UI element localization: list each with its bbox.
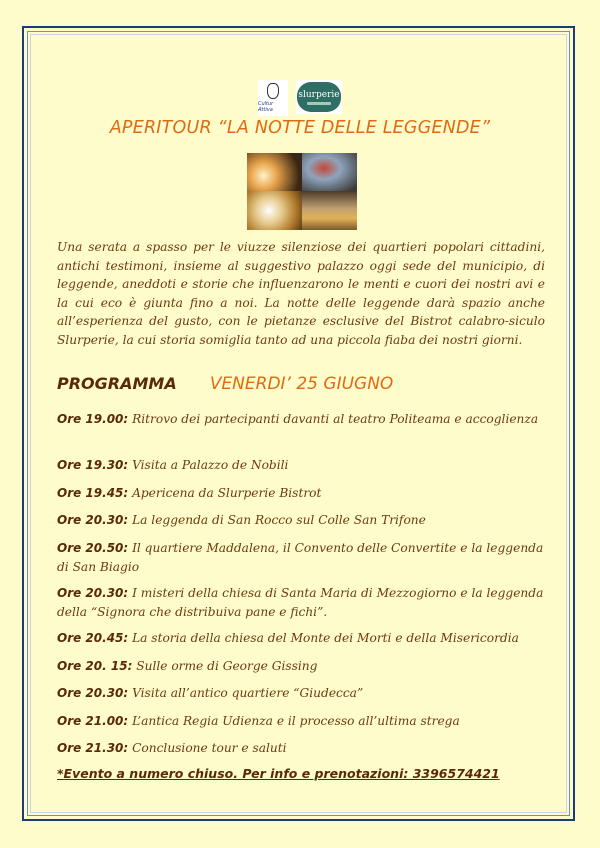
schedule-item	[57, 410, 547, 429]
schedule-text: L’antica Regia Udienza e il processo all’ultima strega	[128, 714, 460, 728]
schedule-time: Ore 20.30:	[57, 686, 129, 700]
slurperie-badge	[297, 82, 341, 112]
schedule-text: La leggenda di San Rocco sul Colle San Trifone	[128, 513, 426, 527]
programma-heading	[57, 374, 393, 394]
schedule-item	[57, 739, 547, 758]
event-date: VENERDI’ 25 GIUGNO	[209, 374, 394, 394]
schedule-time: Ore 21.00:	[57, 714, 129, 728]
logo-row	[0, 80, 600, 116]
schedule-time: Ore 19.30:	[57, 458, 129, 472]
event-photo-collage	[247, 153, 357, 230]
photo-tile	[247, 191, 302, 230]
schedule-item	[57, 539, 547, 576]
photo-tile	[302, 191, 357, 230]
schedule-time: Ore 21.30:	[57, 741, 129, 755]
schedule-item	[57, 629, 547, 648]
schedule-text: Visita all’antico quartiere “Giudecca”	[128, 686, 364, 700]
event-title: APERITOUR “LA NOTTE DELLE LEGGENDE”	[109, 118, 491, 138]
booking-info: *Evento a numero chiuso. Per info e prenotazioni: 3396574421	[57, 766, 500, 781]
slurperie-logo-text: slurperie	[298, 89, 340, 100]
slurperie-ribbon	[307, 102, 331, 105]
schedule-text: La storia della chiesa del Monte dei Morti e della Misericordia	[128, 631, 519, 645]
schedule-text: Il quartiere Maddalena, il Convento delle Convertite e la leggenda di San Biagio	[57, 541, 544, 574]
cultur-attiva-logo-text: Cultur Attiva	[258, 101, 274, 113]
schedule-text: Sulle orme di George Gissing	[132, 659, 318, 673]
schedule-text: Ritrovo dei partecipanti davanti al teatro Politeama e accoglienza	[128, 412, 539, 426]
slurperie-logo	[296, 80, 342, 114]
schedule-time: Ore 20.50:	[57, 541, 129, 555]
schedule-text: Conclusione tour e saluti	[128, 741, 287, 755]
schedule-item	[57, 511, 547, 530]
schedule-text: Visita a Palazzo de Nobili	[128, 458, 289, 472]
programma-label: PROGRAMMA	[57, 374, 177, 393]
schedule-item	[57, 712, 547, 731]
schedule-time: Ore 20.30:	[57, 513, 129, 527]
schedule-text: I misteri della chiesa di Santa Maria di Mezzogiorno e la leggenda della “Signora che distribuiva pane e fichi”.	[57, 586, 544, 619]
schedule-text: Apericena da Slurperie Bistrot	[128, 486, 322, 500]
cultur-attiva-logo	[258, 80, 288, 116]
schedule-item	[57, 484, 547, 503]
schedule-item	[57, 657, 547, 676]
schedule-item	[57, 684, 547, 703]
photo-tile	[302, 153, 357, 191]
schedule-time: Ore 20.30:	[57, 586, 129, 600]
schedule-item	[57, 456, 547, 475]
schedule-time: Ore 20. 15:	[57, 659, 133, 673]
schedule-time: Ore 19.45:	[57, 486, 129, 500]
schedule-item	[57, 584, 547, 621]
schedule-time: Ore 20.45:	[57, 631, 129, 645]
photo-tile	[247, 153, 302, 191]
portrait-icon	[267, 83, 279, 99]
intro-paragraph: Una serata a spasso per le viuzze silenziose dei quartieri popolari cittadini, antichi testimoni, insieme al suggestivo palazzo oggi sede del municipio, di leggende, aneddoti e storie che influenzarono le menti e cuori dei nostri avi e la cui eco è giunta fino a noi. La notte delle leggende darà spazio anche all’esperienza del gusto, con le pietanze esclusive del Bistrot calabro-siculo Slurperie, la cui storia somiglia tanto ad una piccola fiaba dei nostri giorni.	[57, 240, 545, 347]
schedule-time: Ore 19.00:	[57, 412, 129, 426]
